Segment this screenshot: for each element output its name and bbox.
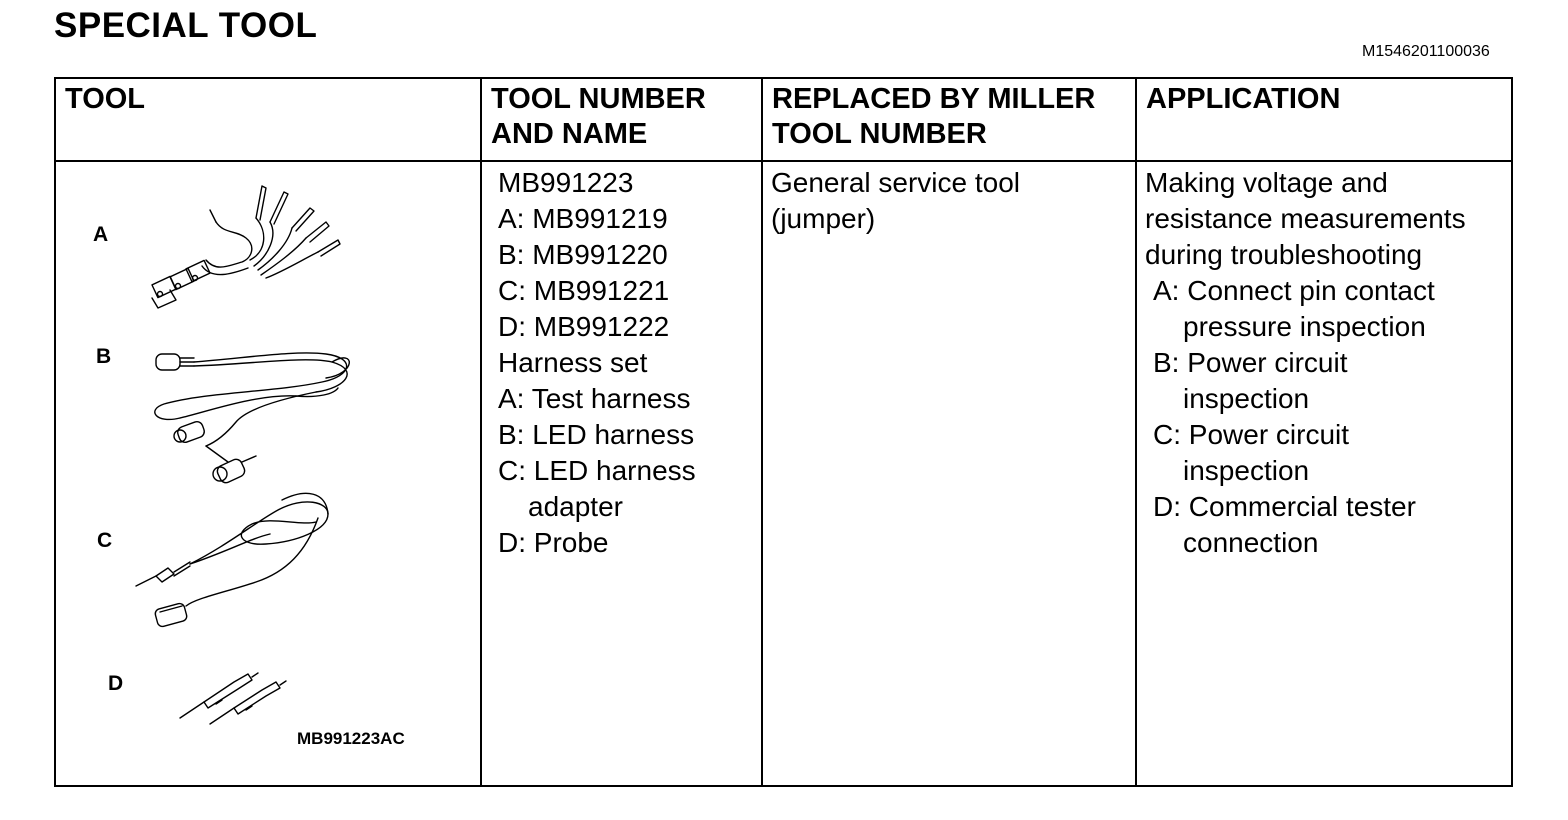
tool-number-line: C: LED harness [498, 455, 696, 486]
table-header-row [55, 78, 1512, 161]
header-application [1136, 78, 1512, 161]
tool-number-line: MB991223 [498, 167, 634, 198]
application-line: D: Commercial tester [1153, 491, 1416, 522]
tool-number-line: A: MB991219 [498, 203, 668, 234]
table-row [55, 161, 1512, 786]
application-line: C: Power circuit [1153, 419, 1350, 450]
figure-code: MB991223AC [297, 729, 405, 748]
figure-label-d: D [108, 672, 124, 695]
tool-number-line: B: LED harness [498, 419, 695, 450]
header-tool-number-and-name [481, 78, 762, 161]
document-id: M1546201100036 [1362, 43, 1490, 60]
tool-illustration [56, 162, 482, 790]
tool-figure-cell [55, 161, 481, 786]
figure-label-b: B [96, 345, 112, 368]
application-cell [1136, 161, 1512, 786]
header-replaced-by-miller [762, 78, 1136, 161]
application-line: inspection [1183, 455, 1310, 486]
application-line: A: Connect pin contact [1153, 275, 1435, 306]
replaced-by-line: General service tool [771, 167, 1021, 198]
header-line: AND NAME [491, 118, 648, 150]
header-line: TOOL NUMBER [491, 83, 706, 115]
application-line: during troubleshooting [1145, 239, 1423, 270]
header-line: APPLICATION [1146, 83, 1341, 115]
application-line: inspection [1183, 383, 1310, 414]
special-tool-table [54, 77, 1513, 787]
replaced-by-cell [762, 161, 1136, 786]
tool-number-line: B: MB991220 [498, 239, 668, 270]
replaced-by-line: (jumper) [771, 203, 876, 234]
tool-number-and-name-cell [481, 161, 762, 786]
tool-number-line: D: Probe [498, 527, 609, 558]
probe-illustration [180, 673, 286, 724]
tool-number-line: D: MB991222 [498, 311, 670, 342]
tool-number-line: C: MB991221 [498, 275, 670, 306]
tool-number-line: A: Test harness [498, 383, 691, 414]
figure-label-c: C [97, 529, 113, 552]
header-line: TOOL NUMBER [772, 118, 987, 150]
page-title: SPECIAL TOOL [54, 6, 318, 45]
led-harness-adapter-illustration [136, 493, 328, 627]
header-tool [55, 78, 481, 161]
application-line: resistance measurements [1145, 203, 1466, 234]
header-line: REPLACED BY MILLER [772, 83, 1096, 115]
tool-number-line: Harness set [498, 347, 648, 378]
application-line: pressure inspection [1183, 311, 1426, 342]
test-harness-illustration [152, 186, 340, 308]
application-line: connection [1183, 527, 1319, 558]
figure-label-a: A [93, 223, 109, 246]
application-line: B: Power circuit [1153, 347, 1348, 378]
led-harness-illustration [155, 353, 350, 485]
header-line: TOOL [65, 83, 146, 115]
tool-number-line: adapter [528, 491, 623, 522]
application-line: Making voltage and [1145, 167, 1388, 198]
